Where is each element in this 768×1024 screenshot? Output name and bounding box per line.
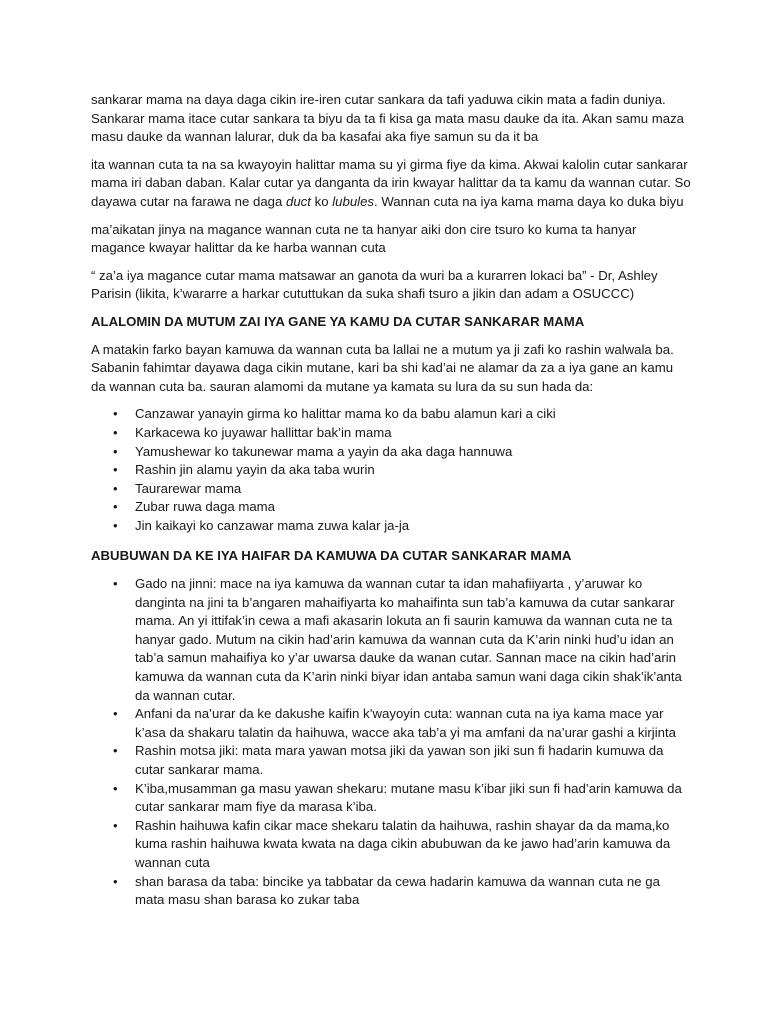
list-item <box>91 498 691 517</box>
list-item-text: K’iba,musamman ga masu yawan shekaru: mutane masu k’ibar jiki sun fi had’arin kamuwa da cutar sankarar mam fiye da marasa k’iba. <box>135 780 682 815</box>
list-item-text: Rashin motsa jiki: mata mara yawan motsa jiki da yawan son jiki sun fi hadarin kumuwa da cutar sankarar mama. <box>135 743 664 777</box>
bullet-icon: • <box>113 576 118 592</box>
list-item-text: Taurarewar mama <box>135 480 242 496</box>
document-body <box>91 91 691 922</box>
list-item <box>91 405 691 424</box>
bullet-icon: • <box>113 480 118 496</box>
bullet-icon: • <box>113 443 118 459</box>
term-lubules: lubules <box>332 193 375 209</box>
paragraph-symptoms-intro: A matakin farko bayan kamuwa da wannan cuta ba lallai ne a mutum ya ji zafi ko rashin walwala ba. Sabanin fahimtar dayawa daga cikin mutane, kari ba shi kad’ai ne alamar da za a iya gane an kamu da wannan cuta ba. sauran alamomi da mutane ya kamata su lura da su sun hada da: <box>91 341 674 394</box>
list-item <box>91 742 691 779</box>
list-item <box>91 873 691 910</box>
list-item-text: Zubar ruwa daga mama <box>135 499 276 515</box>
list-item-text: Jin kaikayi ko canzawar mama zuwa kalar ja-ja <box>135 517 410 533</box>
list-item-text: Gado na jinni: mace na iya kamuwa da wannan cutar ta idan mahafiiyarta , y’aruwar ko danginta na jini ta b’angaren mahaifiyarta ko mahaifinta sun tab’a kamuwa da cutar sankarar mama. An yi ittifak’in cewa a mafi akasarin lokuta an fi saurin kamuwa da wannan cuta ne ta hanyar gado. Mutum na cikin had’arin kamuwa da wannan cuta da K’arin ninki hud’u idan an tab’a samun mahaifiya ko y’ar uwarsa dauke da wanan cutar. Sannan mace na cikin had’arin kamuwa da wannan cuta da K’arin ninki biyar idan antaba samun wani daga cikin shak’ik’anta da wannan cutar. <box>135 576 682 703</box>
bullet-icon: • <box>113 873 118 889</box>
list-item-text: Rashin haihuwa kafin cikar mace shekaru talatin da haihuwa, rashin shayar da da mama,ko kuma rashin haihuwa kwata kwata na daga cikin abubuwan da ke jawo had’arin kamuwa da wannan cuta <box>135 817 671 870</box>
list-item <box>91 817 691 873</box>
symptoms-list <box>91 405 691 535</box>
paragraph-description <box>91 156 691 212</box>
bullet-icon: • <box>113 406 118 422</box>
paragraph-description-text-a: ita wannan cuta ta na sa kwayoyin halittar mama su yi girma fiye da kima. Akwai kalolin cutar sankarar mama iri daban daban. Kalar cutar ya danganta da irin kwayar halittar da ta kamu da wannan cutar. So dayawa cutar na farawa ne daga <box>91 156 691 209</box>
list-item-text: Karkacewa ko juyawar hallittar bak’in mama <box>135 424 392 440</box>
paragraph-treatment: ma’aikatan jinya na magance wannan cuta ne ta hanyar aiki don cire tsuro ko kuma ta hanyar magance kwayar halittar da ke harba wannan cuta <box>91 221 637 256</box>
paragraph-description-text-c: . Wannan cuta na iya kama mama daya ko duka biyu <box>374 193 684 209</box>
causes-list <box>91 575 691 910</box>
bullet-icon: • <box>113 499 118 515</box>
list-item-text: Anfani da na’urar da ke dakushe kaifin k’wayoyin cuta: wannan cuta na iya kama mace yar k’asa da shakaru talatin da haihuwa, wacce aka tab’a yi ma amfani da na’urar gashi a kirjinta <box>135 706 676 740</box>
heading-symptoms: ALALOMIN DA MUTUM ZAI IYA GANE YA KAMU DA CUTAR SANKARAR MAMA <box>91 313 585 329</box>
bullet-icon: • <box>113 743 118 759</box>
list-item <box>91 424 691 443</box>
list-item-text: Rashin jin alamu yayin da aka taba wurin <box>135 462 375 478</box>
list-item <box>91 480 691 499</box>
list-item <box>91 517 691 536</box>
list-item <box>91 575 691 705</box>
list-item <box>91 780 691 817</box>
bullet-icon: • <box>113 517 118 533</box>
bullet-icon: • <box>113 706 118 722</box>
paragraph-description-text-b: ko <box>310 193 333 209</box>
paragraph-quote: “ za’a iya magance cutar mama matsawar an ganota da wuri ba a kurarren lokaci ba” - Dr, Ashley Parisin (likita, k’wararre a harkar cututtukan da suka shafi tsuro a jikin dan adam a OSUCCC) <box>91 267 658 302</box>
bullet-icon: • <box>113 424 118 440</box>
list-item <box>91 705 691 742</box>
bullet-icon: • <box>113 780 118 796</box>
list-item-text: Yamushewar ko takunewar mama a yayin da aka daga hannuwa <box>135 443 513 459</box>
list-item <box>91 443 691 462</box>
list-item <box>91 461 691 480</box>
term-duct: duct <box>286 193 311 209</box>
paragraph-intro: sankarar mama na daya daga cikin ire-iren cutar sankara da tafi yaduwa cikin mata a fadin duniya. Sankarar mama itace cutar sankara ta biyu da ta fi kisa ga mata masu dauke da ita. Akan samu maza masu dauke da wannan lalurar, duk da ba kasafai aka fiye samun su da it ba <box>91 92 685 145</box>
heading-causes: ABUBUWAN DA KE IYA HAIFAR DA KAMUWA DA CUTAR SANKARAR MAMA <box>91 548 572 564</box>
list-item-text: shan barasa da taba: bincike ya tabbatar da cewa hadarin kamuwa da wannan cuta ne ga mata masu shan barasa ko zukar taba <box>135 873 660 908</box>
bullet-icon: • <box>113 817 118 833</box>
bullet-icon: • <box>113 462 118 478</box>
list-item-text: Canzawar yanayin girma ko halittar mama ko da babu alamun kari a ciki <box>135 406 556 422</box>
